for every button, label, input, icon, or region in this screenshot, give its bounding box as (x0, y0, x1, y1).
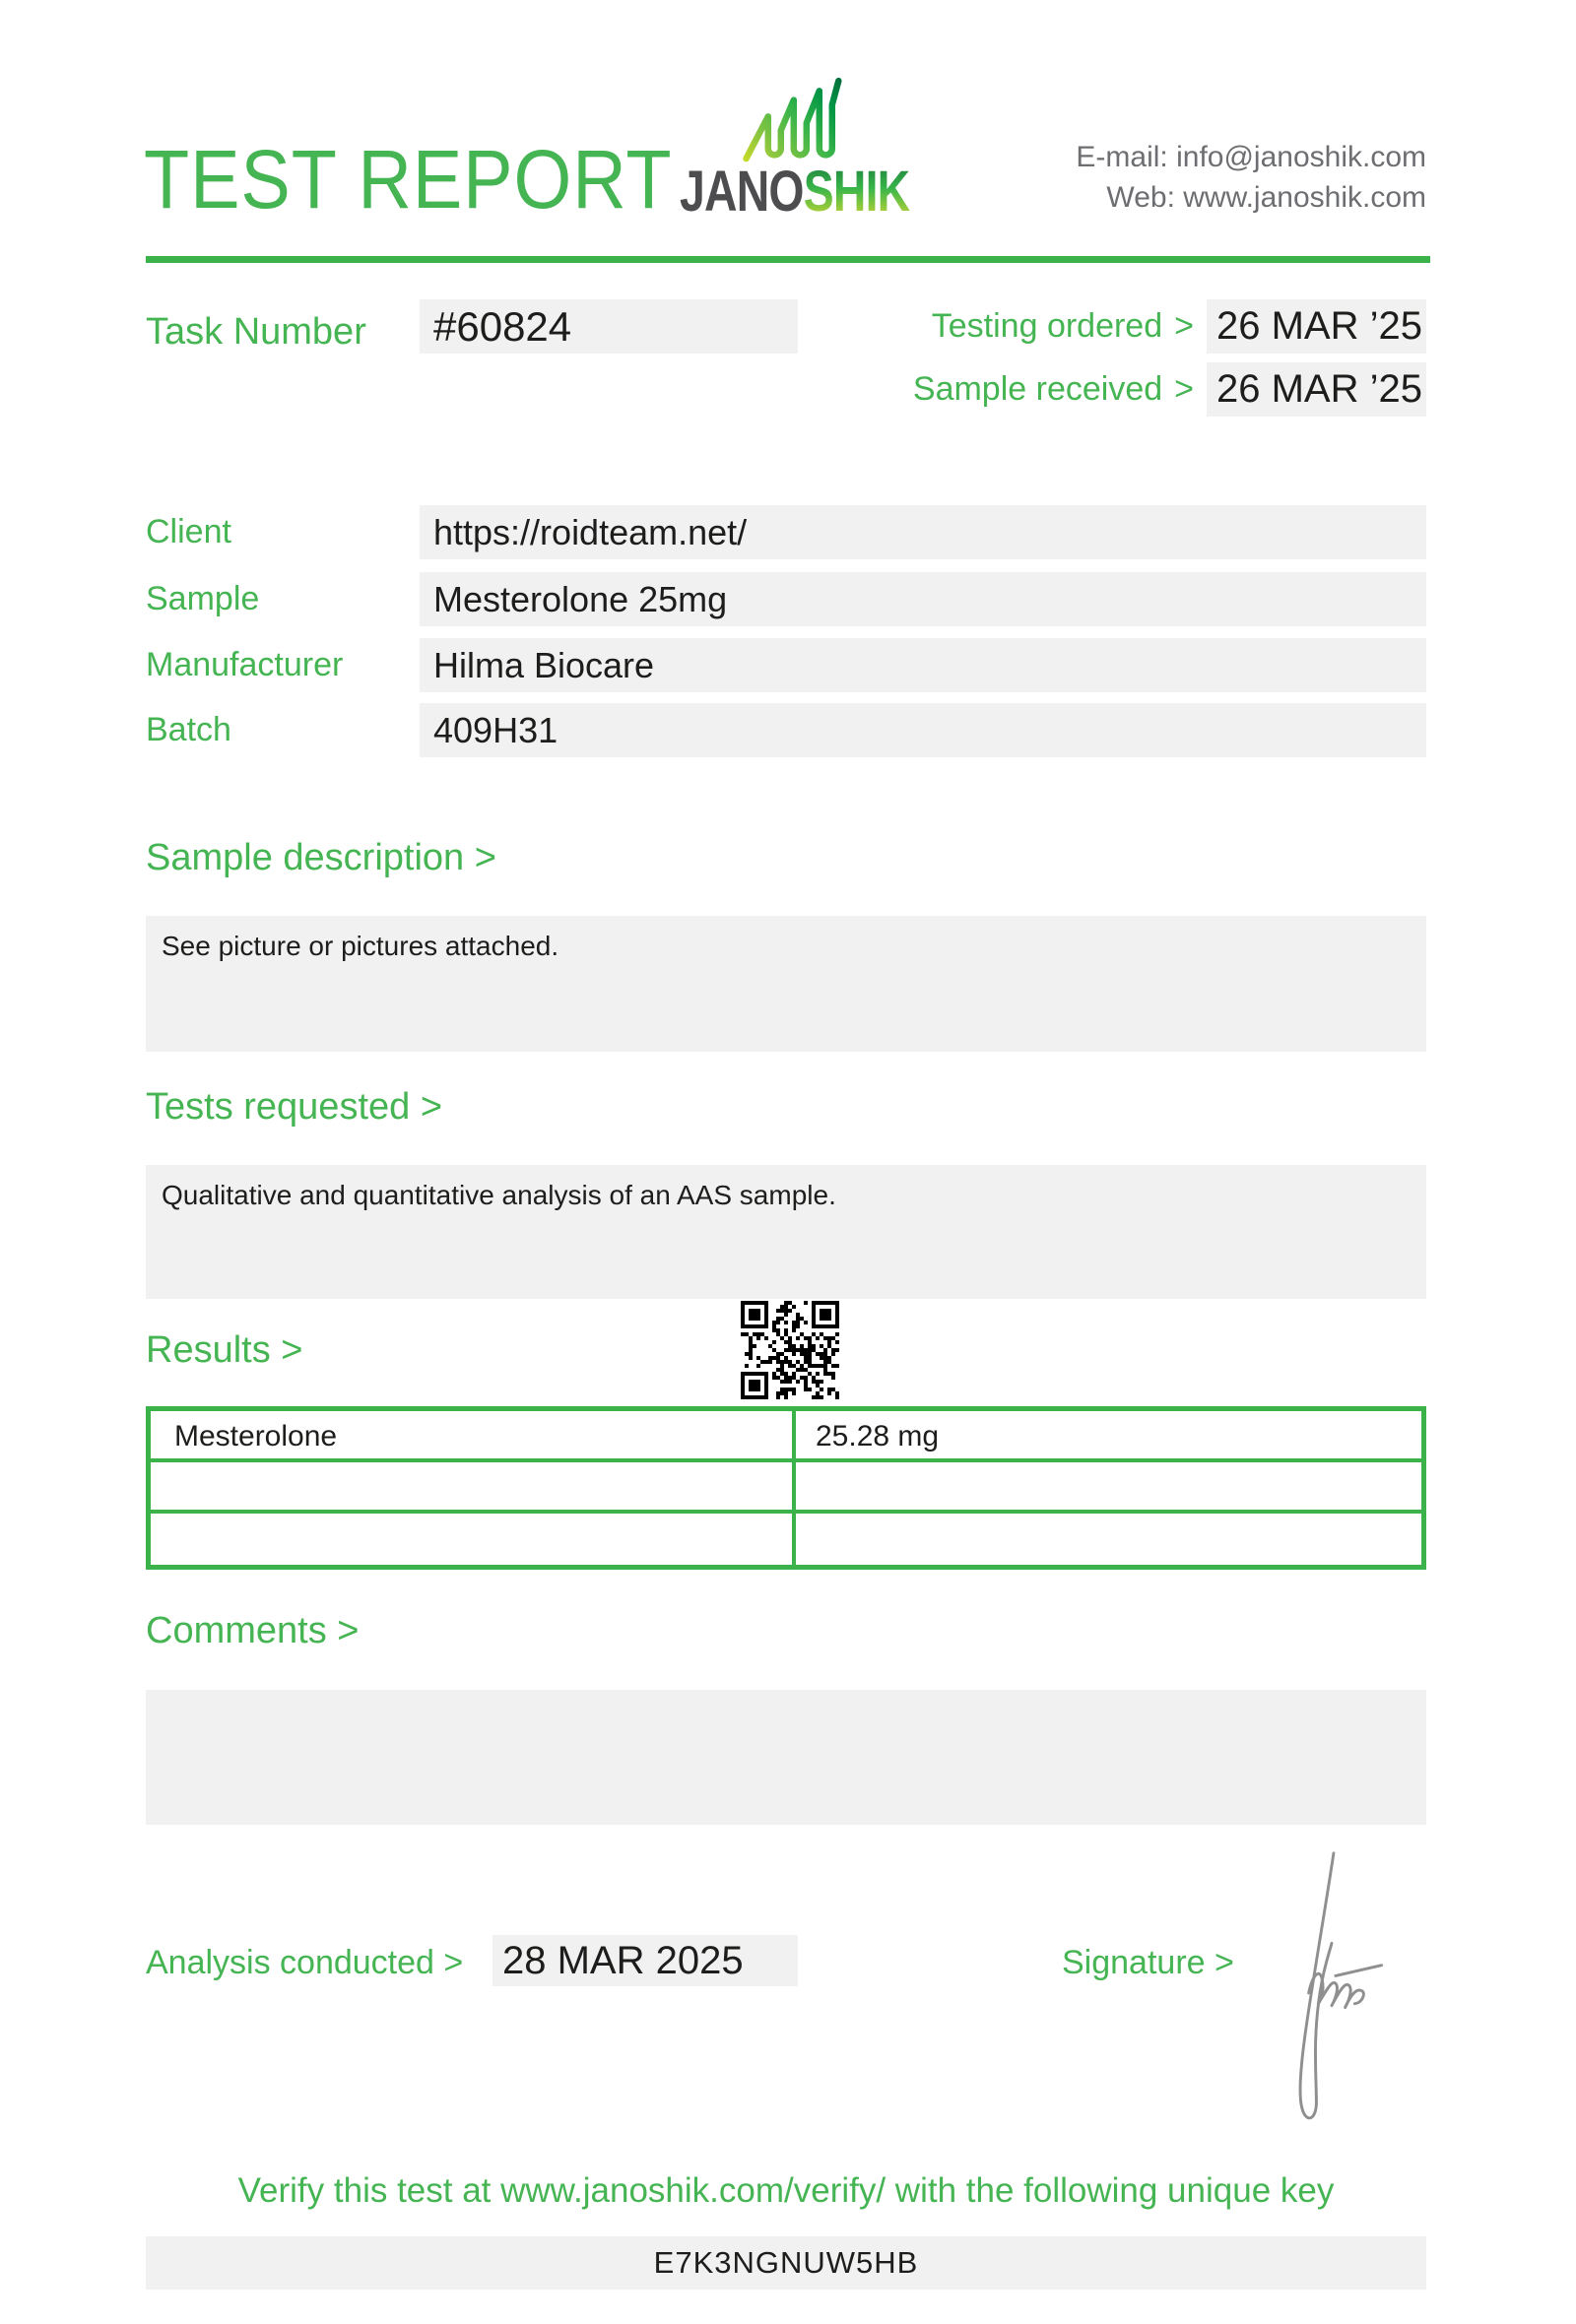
batch-value: 409H31 (433, 710, 558, 750)
manufacturer-value-box (420, 638, 1426, 692)
task-number-label: Task Number (146, 311, 366, 353)
page-title: TEST REPORT (144, 133, 673, 226)
contact-web: Web: www.janoshik.com (1106, 181, 1426, 214)
sample-description-text: See picture or pictures attached. (162, 931, 559, 961)
analysis-conducted-label: Analysis conducted > (146, 1944, 464, 1981)
results-table (146, 1406, 1426, 1570)
result-substance: Mesterolone (151, 1411, 796, 1458)
signature-label: Signature > (1062, 1944, 1234, 1981)
qr-code (741, 1301, 839, 1399)
batch-label: Batch (146, 711, 231, 748)
comments-text (146, 1690, 1426, 1713)
arrow-glyph: > (1174, 307, 1194, 345)
result-amount (796, 1514, 1421, 1565)
task-number-box (420, 299, 798, 354)
verify-key-value: E7K3NGNUW5HB (653, 2245, 919, 2280)
batch-value-box (420, 703, 1426, 757)
testing-ordered-value: 26 MAR ’25 (1216, 304, 1422, 348)
sample-label: Sample (146, 580, 260, 617)
contact-email: E-mail: info@janoshik.com (1076, 141, 1426, 173)
arrow-glyph: > (1174, 370, 1194, 408)
comments-heading: Comments > (146, 1610, 360, 1651)
trend-chart-icon (740, 75, 842, 167)
testing-ordered-label: Testing ordered (931, 307, 1163, 345)
client-value-box (420, 505, 1426, 559)
sample-description-box (146, 916, 1426, 1052)
manufacturer-value: Hilma Biocare (433, 645, 655, 685)
tests-requested-box (146, 1165, 1426, 1299)
sample-value-box (420, 572, 1426, 626)
header-rule (146, 256, 1430, 263)
sample-value: Mesterolone 25mg (433, 579, 728, 619)
tests-requested-heading: Tests requested > (146, 1086, 443, 1128)
brand-jano: JANO (680, 160, 804, 224)
sample-received-label-row (847, 362, 1194, 417)
testing-ordered-box (1207, 299, 1426, 354)
manufacturer-label: Manufacturer (146, 646, 344, 683)
table-row (151, 1462, 1421, 1514)
tests-requested-text: Qualitative and quantitative analysis of an AAS sample. (162, 1180, 836, 1210)
comments-box (146, 1690, 1426, 1825)
results-heading: Results > (146, 1329, 303, 1371)
client-value: https://roidteam.net/ (433, 512, 748, 552)
sample-received-box (1207, 362, 1426, 417)
table-row (151, 1411, 1421, 1462)
brand-shik: SHIK (803, 160, 910, 224)
result-amount: 25.28 mg (816, 1420, 940, 1452)
sample-description-heading: Sample description > (146, 837, 496, 878)
client-label: Client (146, 513, 231, 550)
sample-received-label: Sample received (912, 370, 1163, 408)
verify-text: Verify this test at www.janoshik.com/verify/ with the following unique key (237, 2171, 1335, 2210)
brand-wordmark (680, 160, 910, 224)
testing-ordered-label-row (847, 299, 1194, 354)
verify-key-box (146, 2236, 1426, 2290)
analysis-date-box (492, 1935, 798, 1986)
analysis-date-value: 28 MAR 2025 (502, 1939, 744, 1982)
sample-received-value: 26 MAR ’25 (1216, 367, 1422, 411)
result-substance (151, 1462, 796, 1510)
task-number-value: #60824 (433, 303, 572, 350)
signature-image (1273, 1847, 1391, 2135)
table-row (151, 1514, 1421, 1565)
result-substance (151, 1514, 796, 1565)
contact-block (1076, 137, 1426, 218)
result-amount (796, 1462, 1421, 1510)
